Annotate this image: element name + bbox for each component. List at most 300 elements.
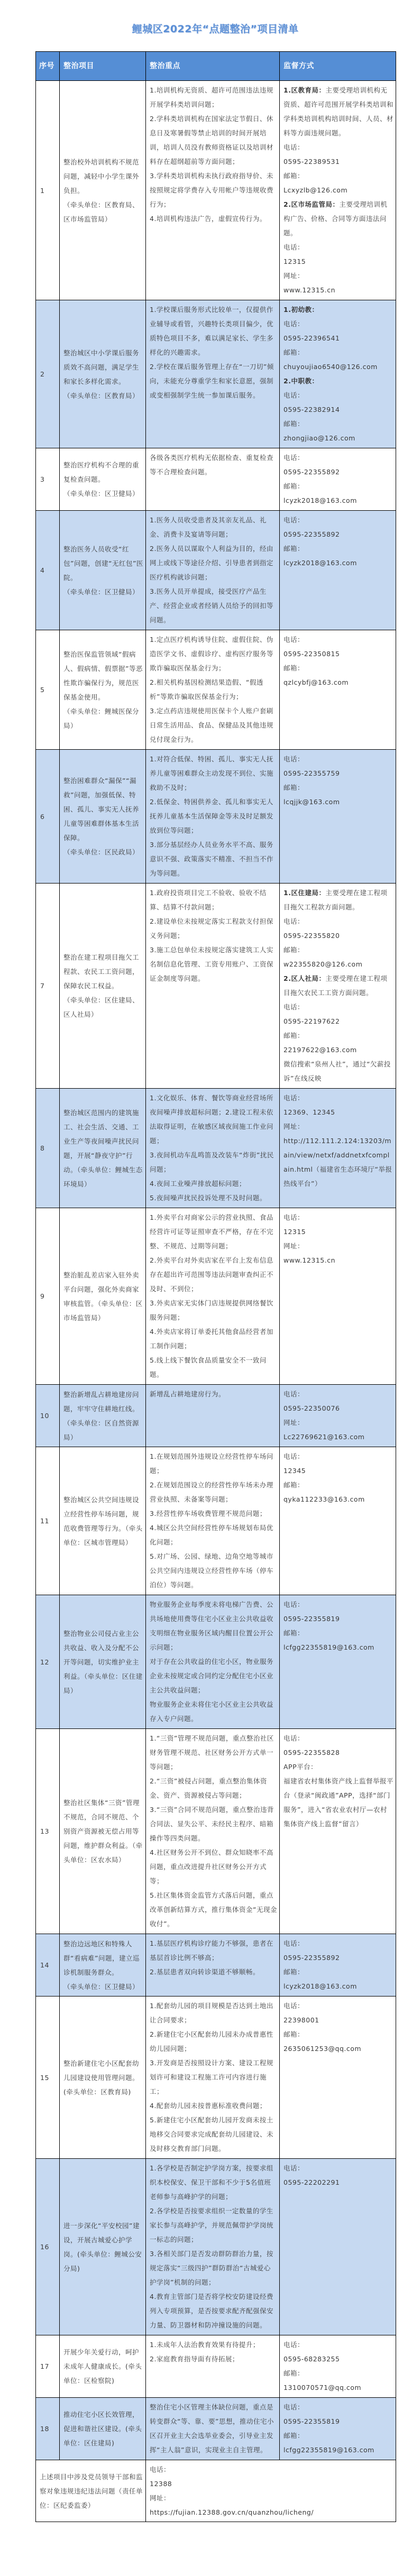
supervision-line — [283, 83, 393, 140]
project-item — [60, 448, 146, 511]
contact-link[interactable]: lcfgg22355819@163.com — [283, 1643, 374, 1651]
focus-points — [146, 630, 280, 750]
focus-point: 3.经营性停车场收费管理不规范问题； — [150, 1510, 267, 1517]
project-title: 整治脏乱差店家入驻外卖平台问题，强化外卖商家审核监管。（牵头单位：区市场监管局） — [63, 1271, 143, 1322]
supervision-text: 电话： — [283, 516, 305, 524]
focus-point: 1.对符合低保、特困、孤儿、事实无人抚养儿童等困难群众主动发现不到位、实施救助不及时； — [150, 755, 274, 792]
project-item — [60, 750, 146, 884]
supervision-text: 0595-22350815 — [283, 650, 340, 658]
supervision-text: 0595-22355892 — [283, 530, 340, 538]
supervision-methods — [280, 630, 396, 750]
supervision-text: 电话： — [283, 1390, 305, 1398]
project-title: 整治医保监管领域“假病人、假病情、假票据”等恶性欺诈骗保行为，规范医保基金使用。 — [63, 650, 143, 701]
focus-points — [146, 448, 280, 511]
supervision-line — [283, 197, 393, 240]
focus-point: 4.夜间工业噪声排放超标问题； — [150, 1180, 246, 1188]
supervision-line — [283, 1760, 393, 1774]
project-item — [60, 1934, 146, 1997]
focus-point: 各级各类医疗机构无依据检查、重复检查等不合理检查问题。 — [150, 454, 274, 476]
table-row — [36, 2159, 396, 2335]
supervision-text: 0595-22389531 — [283, 158, 340, 165]
supervision-line — [283, 331, 393, 345]
supervision-department: 2.区人社局： — [283, 974, 326, 982]
lead-unit: （牵头单位：鲤城医保分局） — [63, 707, 140, 730]
supervision-text: 12315 — [283, 1228, 306, 1236]
project-title: 整治社区集体“三资”管理不规范，合同不规范、个别资产资源被无偿占用等问题，维护群众利益。（牵头单位：区农水局） — [63, 1799, 143, 1864]
project-title: 整治医务人员收受“红包”问题，创建“无红包”医院。 — [63, 545, 143, 582]
supervision-department: 1.区教育局： — [283, 86, 326, 94]
supervision-line — [283, 154, 393, 169]
table-row — [36, 2335, 396, 2398]
project-item — [60, 1447, 146, 1595]
contact-link[interactable]: lcyzk2018@163.com — [283, 1982, 357, 1990]
table-row — [36, 448, 396, 511]
supervision-line — [283, 417, 393, 431]
supervision-line — [283, 317, 393, 331]
focus-points — [146, 2398, 280, 2460]
supervision-text: 邮箱： — [283, 2369, 305, 2377]
row-number: 9 — [36, 1208, 60, 1385]
supervision-methods — [280, 511, 396, 630]
focus-point: 1.外卖平台对商家公示的营业执照、食品经营许可证等证照审查不严格，存在不完整、不规范、过期等问题； — [150, 1213, 274, 1250]
supervision-line — [283, 1626, 393, 1640]
supervision-line — [283, 2161, 393, 2175]
project-item — [60, 1385, 146, 1447]
focus-point: 2.相关机构基因检测结果造假、“假透析”等欺诈骗取医保基金行为； — [150, 678, 263, 701]
supervision-methods — [280, 1595, 396, 1729]
header-item: 整治项目 — [60, 52, 146, 81]
project-title: 整治边远地区和特殊人群“看病难”问题，建立巡诊机制服务群众。 — [63, 1939, 140, 1976]
supervision-line — [283, 493, 393, 508]
supervision-line — [283, 2380, 393, 2395]
row-number: 11 — [36, 1447, 60, 1595]
supervision-line — [283, 556, 393, 570]
focus-point: 2.建设单位未按规定落实工程款支付担保义务问题； — [150, 917, 273, 940]
focus-point: 4.社区财务公开不到位、群众知晓率不高问题，重点改进提升社区财务公开方式等； — [150, 1848, 273, 1885]
focus-point: 3.各相关部门是否发动群防群治力量，按规定落实“三级四护”群防群治“古城爱心护学岗”机制的问题； — [150, 2250, 273, 2286]
focus-point: 2.各学校是否按要求组织一定数量的学生家长参与高峰护学，并规范佩带护学岗统一标志的问题； — [150, 2207, 274, 2243]
supervision-text: 邮箱： — [283, 172, 305, 180]
table-row — [36, 511, 396, 630]
lead-unit: （牵头单位：区住建局、区人社局） — [63, 996, 140, 1018]
supervision-text: 邮箱： — [283, 545, 305, 553]
supervision-line — [283, 527, 393, 541]
focus-point: 1.在规划范围外违规设立经营性停车场问题； — [150, 1452, 273, 1475]
supervision-line — [283, 388, 393, 402]
project-item — [60, 300, 146, 448]
focus-point: 2.学校在课后服务管理上存在“一刀切”倾向，未能充分尊重学生和家长意愿，强制或变相强制学生统一参加课后服务。 — [150, 363, 274, 399]
supervision-text: 主要受理培训机构广告、价格、合同等方面违法问题。 — [283, 200, 388, 237]
row-number: 4 — [36, 511, 60, 630]
contact-link[interactable]: zhongjiao@126.com — [283, 434, 355, 442]
focus-point: 3.医务人员开单提成，接受医疗产品生产、经营企业或者经销人员给予的回扣等问题。 — [150, 587, 274, 624]
supervision-text: 12388 — [150, 2480, 172, 2488]
supervision-line — [283, 957, 393, 971]
supervision-methods — [280, 884, 396, 1089]
table-row — [36, 1934, 396, 1997]
supervision-line — [283, 183, 393, 197]
supervision-text: 电话： — [283, 143, 305, 151]
supervision-text: 0595-22396541 — [283, 334, 340, 342]
contact-link[interactable]: qyka112233@163.com — [283, 1495, 365, 1503]
supervision-line — [283, 2366, 393, 2380]
contact-link[interactable]: lcfgg22355819@163.com — [283, 2446, 374, 2454]
supervision-line — [283, 675, 393, 689]
supervision-department: 2.区市场监管局： — [283, 200, 340, 208]
supervision-text: 电话： — [283, 391, 305, 399]
supervision-text: 邮箱： — [283, 2030, 305, 2038]
supervision-text: 电话： — [283, 1094, 305, 1102]
project-title: 整治城区范围内的建筑施工、社会生活、交通、工业生产等夜间噪声扰民问题，开展“静夜守护”行动。（牵头单位：鲤城生态环境局） — [63, 1108, 143, 1188]
table-row — [36, 81, 396, 300]
project-item — [60, 2335, 146, 2398]
supervision-text: 电话： — [283, 243, 305, 251]
row-number: 3 — [36, 448, 60, 511]
supervision-line — [283, 1492, 393, 1506]
focus-point: 4.配套幼儿园未按普惠标准收费问题； — [150, 2102, 267, 2110]
supervision-text: 邮箱： — [283, 2432, 305, 2440]
project-title: 整治新建住宅小区配套幼儿园建设使用管理问题。(牵头单位：区教育局) — [63, 2059, 140, 2096]
focus-points — [146, 81, 280, 300]
contact-link[interactable]: chuyoujiao6540@126.com — [283, 363, 378, 371]
focus-point: 2.在规划范围设立的经营性停车场未办理营业执照、未备案等问题； — [150, 1481, 273, 1503]
supervision-text: 主要受理在建工程项目拖欠农民工工资方面问题。 — [283, 974, 388, 997]
contact-link[interactable]: http://112.111.2.124:13203/main/view/netxf/addnetxfcomplain.html（福建省生态环境厅“举报热线平台”） — [283, 1137, 392, 1188]
contact-link[interactable]: Lc22769621@163.com — [283, 1433, 365, 1441]
supervision-methods — [280, 300, 396, 448]
project-title: 整治城区公共空间违规设立经营性停车场问题，规范收费管理等行为。（牵头单位：区城市管理局） — [63, 1495, 143, 1547]
supervision-methods — [280, 2335, 396, 2398]
supervision-text: 邮箱： — [283, 1481, 305, 1489]
focus-point: 1.政府投资项目完工不验收、验收不结算、结算不付款问题； — [150, 889, 267, 911]
supervision-line — [283, 2338, 393, 2352]
project-item — [60, 2398, 146, 2460]
supervision-line — [283, 632, 393, 647]
focus-points — [146, 1729, 280, 1934]
table-row — [36, 1385, 396, 1447]
project-title: 整治新增乱占耕地建房问题，牢牢守住耕地红线。（牵头单位：区自然资源局） — [63, 1390, 140, 1441]
supervision-text: 电话： — [283, 1939, 305, 1947]
focus-point: 5.社区集体资金监管方式落后问题，重点改革创新结算方式，推行集体资金“无现金收付”。 — [150, 1891, 277, 1928]
supervision-text: 邮箱： — [283, 420, 305, 428]
focus-points — [146, 300, 280, 448]
focus-point: 1.基层医疗机构诊疗能力不够强，患者在基层首诊比例不够高； — [150, 1939, 273, 1962]
supervision-text: 邮箱： — [283, 1629, 305, 1637]
supervision-line — [283, 971, 393, 1000]
supervision-line — [283, 886, 393, 914]
supervision-line — [283, 479, 393, 493]
focus-point: 1.学校课后服务形式比较单一，仅提供作业辅导或看管，兴趣特长类项目偏少，优质特色项目不多，难以满足家长、学生多样化的兴趣需求。 — [150, 306, 274, 356]
supervision-line — [283, 2443, 393, 2457]
row-number: 12 — [36, 1595, 60, 1729]
contact-link[interactable]: qzlcybfj@163.com — [283, 678, 349, 686]
contact-link[interactable]: lcyzk2018@163.com — [283, 496, 357, 504]
table-row — [36, 1208, 396, 1385]
supervision-line — [283, 450, 393, 465]
table-row — [36, 1089, 396, 1208]
header-seq: 序号 — [36, 52, 60, 81]
focus-point: 3.定点药店违规使用医保卡个人账户套刷日常生活用品、食品、保健品及其他违规兑付现金行为。 — [150, 707, 274, 743]
supervision-line — [283, 1239, 393, 1253]
focus-points — [146, 2159, 280, 2335]
project-title: 开展少年关爱行动，呵护未成年人健康成长。(牵头单位：区检察院) — [63, 2348, 142, 2385]
focus-point: 5.夜间噪声扰民投诉处理不及时问题。 — [150, 1194, 267, 1202]
row-number: 18 — [36, 2398, 60, 2460]
supervision-text: 0595-22202291 — [283, 2178, 340, 2186]
supervision-line — [283, 1210, 393, 1225]
supervision-line — [283, 780, 393, 795]
contact-link[interactable]: www.12315.cn — [283, 1256, 336, 1264]
focus-points — [146, 1595, 280, 1729]
project-title: 整治在建工程项目拖欠工程款、农民工工资问题，保障农民工权益。 — [63, 953, 140, 990]
project-item — [60, 1997, 146, 2159]
focus-point: 4.教育主管部门是否将学校安防建设经费列入专项预算，是否按要求配齐配强保安力量、防卫器材和防冲撞设施的问题。 — [150, 2293, 274, 2329]
supervision-text: 电话： — [283, 2341, 305, 2349]
contact-link[interactable]: https://fujian.12388.gov.cn/quanzhou/licheng/ — [150, 2508, 314, 2516]
table-row — [36, 750, 396, 884]
supervision-text: 12369、12345 — [283, 1108, 335, 1116]
supervision-line — [283, 431, 393, 445]
supervision-line — [283, 360, 393, 374]
supervision-line — [283, 513, 393, 527]
supervision-text: 主要受理培训机构无资质、超许可范围开展学科类培训和学科类培训机构培训时间、人员、材料等方面违规问题。 — [283, 86, 394, 137]
supervision-text: 电话： — [283, 636, 305, 643]
row-number: 15 — [36, 1997, 60, 2159]
supervision-line — [283, 2352, 393, 2366]
supervision-text: 电话： — [283, 2002, 305, 2010]
supervision-line — [283, 1999, 393, 2013]
project-title: 进一步深化“平安校园”建设，开展古城爱心护学岗。(牵头单位：鲤城公安分局) — [63, 2221, 142, 2273]
project-title: 整治医疗机构不合理的重复检查问题。 — [63, 461, 140, 483]
project-item — [60, 2159, 146, 2335]
supervision-line — [283, 943, 393, 957]
supervision-text: 电话： — [283, 2403, 305, 2411]
supervision-methods — [280, 81, 396, 300]
supervision-line — [283, 914, 393, 928]
supervision-line — [283, 2400, 393, 2414]
supervision-text: 电话： — [283, 1003, 305, 1011]
focus-point: 新增乱占耕地建房行为。 — [150, 1390, 226, 1398]
supervision-methods — [280, 448, 396, 511]
supervision-line — [283, 766, 393, 780]
supervision-text: 电话： — [283, 1600, 305, 1608]
supervision-line — [283, 752, 393, 766]
focus-point: 2.新建住宅小区配套幼儿园未办成普惠性幼儿园问题； — [150, 2030, 273, 2053]
supervision-line — [283, 1014, 393, 1028]
focus-points — [146, 1447, 280, 1595]
supervision-department: 1.区住建局： — [283, 889, 326, 897]
table-row — [36, 2398, 396, 2460]
supervision-text: 0595-22197622 — [283, 1017, 340, 1025]
supervision-text: 邮箱： — [283, 946, 305, 954]
supervision-line — [283, 465, 393, 479]
table-row — [36, 884, 396, 1089]
supervision-line — [283, 1731, 393, 1745]
row-number: 8 — [36, 1089, 60, 1208]
contact-link[interactable]: lcyzk2018@163.com — [283, 559, 357, 567]
focus-points — [146, 1997, 280, 2159]
focus-point: 2.低保金、特困供养金、孤儿和事实无人抚养儿童基本生活保障金等未及时足额发放到位等问题； — [150, 798, 274, 834]
lead-unit: （牵头单位：区卫健局） — [63, 587, 140, 596]
supervision-text: 0595-22355892 — [283, 1954, 340, 1962]
focus-point: 1.文化娱乐、体育、餐饮等商业经营场所夜间噪声排放超标问题；2.建设工程未依法取得证明，在敏感区域夜间施工作业问题； — [150, 1094, 274, 1145]
supervision-text: 电话： — [283, 1213, 305, 1221]
focus-points — [146, 1385, 280, 1447]
supervision-methods — [280, 1997, 396, 2159]
supervision-text: 电话： — [283, 2164, 305, 2172]
lead-unit: （牵头单位：区卫健局） — [63, 490, 140, 498]
contact-link[interactable]: w22355820@126.com — [283, 960, 363, 968]
supervision-text: 0595-22355759 — [283, 769, 340, 777]
supervision-line — [283, 1430, 393, 1444]
table-header-row — [36, 52, 396, 81]
focus-point: 1.配套幼儿园的项目规模是否达到土地出让合同要求； — [150, 2002, 273, 2024]
contact-link[interactable]: Lcxyzlb@126.com — [283, 186, 348, 194]
contact-link[interactable]: 1310070571@qq.com — [283, 2384, 362, 2391]
supervision-line — [283, 1401, 393, 1415]
row-number: 17 — [36, 2335, 60, 2398]
supervision-text: 邮箱： — [283, 482, 305, 490]
supervision-text: 邮箱： — [283, 1968, 305, 1976]
supervision-text: 电话： — [283, 1734, 305, 1742]
supervision-text: 电话： — [150, 2465, 171, 2473]
supervision-line — [283, 254, 393, 269]
supervision-line — [283, 1965, 393, 1979]
supervision-text: 邮箱： — [283, 348, 305, 356]
project-item — [60, 1089, 146, 1208]
supervision-line — [283, 402, 393, 417]
supervision-line — [283, 795, 393, 809]
supervision-methods — [280, 1208, 396, 1385]
focus-points — [146, 2335, 280, 2398]
footer-note: 上述项目中涉及党员领导干部和监察对象违规违纪违法问题（责任单位：区纪委监委） — [36, 2460, 146, 2522]
supervision-text: 22398001 — [283, 2016, 319, 2024]
focus-point: 整治住宅小区管理主体缺位问题，重点是转变群众“等、靠、要”思想，推动住宅小区召开业主大会选举业委会，引导业主发挥“主人翁”意识，实现业主自主管理。 — [150, 2403, 274, 2454]
supervision-line — [283, 1415, 393, 1430]
focus-points — [146, 884, 280, 1089]
supervision-text: 网址： — [283, 1419, 305, 1427]
supervision-line — [283, 541, 393, 556]
focus-point: 2.学科类培训机构在国家法定节假日、休息日及寒暑假等禁止培训的时间开展培训，培训人员没有教师资格证以及培训材料存在超纲超前等方面问题； — [150, 115, 274, 165]
supervision-methods — [280, 2159, 396, 2335]
supervision-text: 网址： — [283, 1123, 305, 1130]
focus-point: 3.部分基层经办人员业务水平不高、服务意识不强、政策落实不精准、不担当不作为等问题。 — [150, 841, 274, 877]
supervision-methods — [280, 1385, 396, 1447]
supervision-text: 邮箱： — [283, 1032, 305, 1039]
row-number: 2 — [36, 300, 60, 448]
supervision-line — [283, 302, 393, 317]
focus-point: 5.线上线下餐饮食品质量安全不一致问题。 — [150, 1356, 267, 1378]
supervision-line — [283, 1134, 393, 1191]
supervision-methods — [280, 1089, 396, 1208]
supervision-text: 电话： — [283, 917, 305, 925]
supervision-text: 0595-68283255 — [283, 2355, 340, 2363]
project-item — [60, 630, 146, 750]
row-number: 10 — [36, 1385, 60, 1447]
supervision-text: 电话： — [283, 1452, 305, 1460]
project-list-table — [35, 51, 396, 2522]
focus-point: 3.施工总包单位未按规定落实建筑工人实名制信息化管理、工资专用账户、工资保证金制度等问题。 — [150, 946, 274, 982]
supervision-line — [283, 1043, 393, 1057]
project-title: 整治困难群众“漏保”“漏救”问题，加强低保、特困、孤儿、事实无人抚养儿童等困难群体基本生活保障。 — [63, 777, 140, 842]
supervision-line — [283, 1979, 393, 1993]
supervision-department: 2.中职教： — [283, 377, 319, 385]
focus-point: 3.“三资”合同不规范问题，重点整治违背合同法、显失公平、未经民主程序、暗箱操作等四类问题。 — [150, 1806, 274, 1842]
supervision-line — [283, 140, 393, 154]
supervision-text: 网址： — [150, 2494, 171, 2502]
supervision-line — [283, 647, 393, 661]
supervision-text: 微信搜索“泉州人社”，通过“欠薪投诉”在线反映 — [283, 1060, 391, 1082]
supervision-text: 12345 — [283, 1467, 306, 1475]
contact-link[interactable]: lcqjjk@163.com — [283, 798, 340, 806]
supervision-text: 电话： — [283, 454, 305, 462]
supervision-line — [283, 169, 393, 183]
table-row — [36, 1997, 396, 2159]
supervision-line — [283, 1951, 393, 1965]
table-row — [36, 1595, 396, 1729]
supervision-line — [283, 283, 393, 297]
supervision-line — [150, 2491, 393, 2505]
project-item — [60, 1208, 146, 1385]
row-number: 5 — [36, 630, 60, 750]
focus-point: 1.各学校是否制定护学岗方案，按要求组织本校保安、保卫干部和不少于5名值班老师参与高峰护学的问题； — [150, 2164, 273, 2201]
focus-point: 1.培训机构无资质、超许可范围违法违规开展学科类培训问题； — [150, 86, 273, 108]
supervision-line — [283, 1000, 393, 1014]
supervision-line — [283, 2428, 393, 2443]
focus-point: 1.医务人员收受患者及其亲友礼品、礼金、消费卡及宴请等问题； — [150, 516, 267, 538]
focus-points — [146, 1208, 280, 1385]
supervision-text: 电话： — [283, 320, 305, 328]
supervision-text: 主要受理在建工程项目拖欠工程款方面问题。 — [283, 889, 388, 911]
project-item — [60, 1729, 146, 1934]
supervision-text: APP平台： — [283, 1763, 318, 1771]
supervision-text: 0595-22355819 — [283, 2417, 340, 2425]
supervision-line — [150, 2477, 393, 2491]
row-number: 13 — [36, 1729, 60, 1934]
focus-point: 4.外卖店家将订单委托其他食品经营者加工制作问题； — [150, 1328, 273, 1350]
supervision-department: 1.初幼教： — [283, 306, 319, 314]
supervision-text: 0595-22355820 — [283, 932, 340, 940]
focus-point: 2.医务人员以谋取个人利益为目的，经由网上或线下等途径介绍、引导患者到指定医疗机构就诊问题； — [150, 545, 274, 581]
contact-link[interactable]: 22197622@163.com — [283, 1046, 357, 1054]
lead-unit: （牵头单位：区民政局） — [63, 848, 140, 856]
supervision-line — [283, 1612, 393, 1626]
page-title: 鲤城区2022年“点题整治”项目清单 — [132, 23, 299, 35]
supervision-line — [283, 1225, 393, 1239]
supervision-text: 邮箱： — [283, 784, 305, 792]
supervision-text: 0595-22355892 — [283, 468, 340, 476]
contact-link[interactable]: 2635061253@qq.com — [283, 2045, 362, 2053]
supervision-methods — [280, 750, 396, 884]
row-number: 7 — [36, 884, 60, 1089]
table-row — [36, 300, 396, 448]
lead-unit: （牵头单位：区卫健局） — [63, 1982, 140, 1991]
supervision-line — [283, 1936, 393, 1951]
lead-unit: （牵头单位：区教育局、区市场监管局） — [63, 200, 140, 223]
supervision-line — [283, 928, 393, 943]
footer-contact — [146, 2460, 396, 2522]
supervision-line — [283, 2027, 393, 2041]
contact-link[interactable]: www.12315.cn — [283, 286, 336, 294]
supervision-line — [283, 374, 393, 388]
supervision-line — [283, 1253, 393, 1267]
supervision-line — [283, 1640, 393, 1654]
header-supervision: 监督方式 — [280, 52, 396, 81]
project-item — [60, 884, 146, 1089]
project-title: 整治城区中小学课后服务质效不高问题，满足学生和家长多样化需求。 — [63, 348, 140, 385]
supervision-line — [283, 1057, 393, 1085]
focus-point: 2.家庭教育指导面有待拓展； — [150, 2355, 239, 2363]
